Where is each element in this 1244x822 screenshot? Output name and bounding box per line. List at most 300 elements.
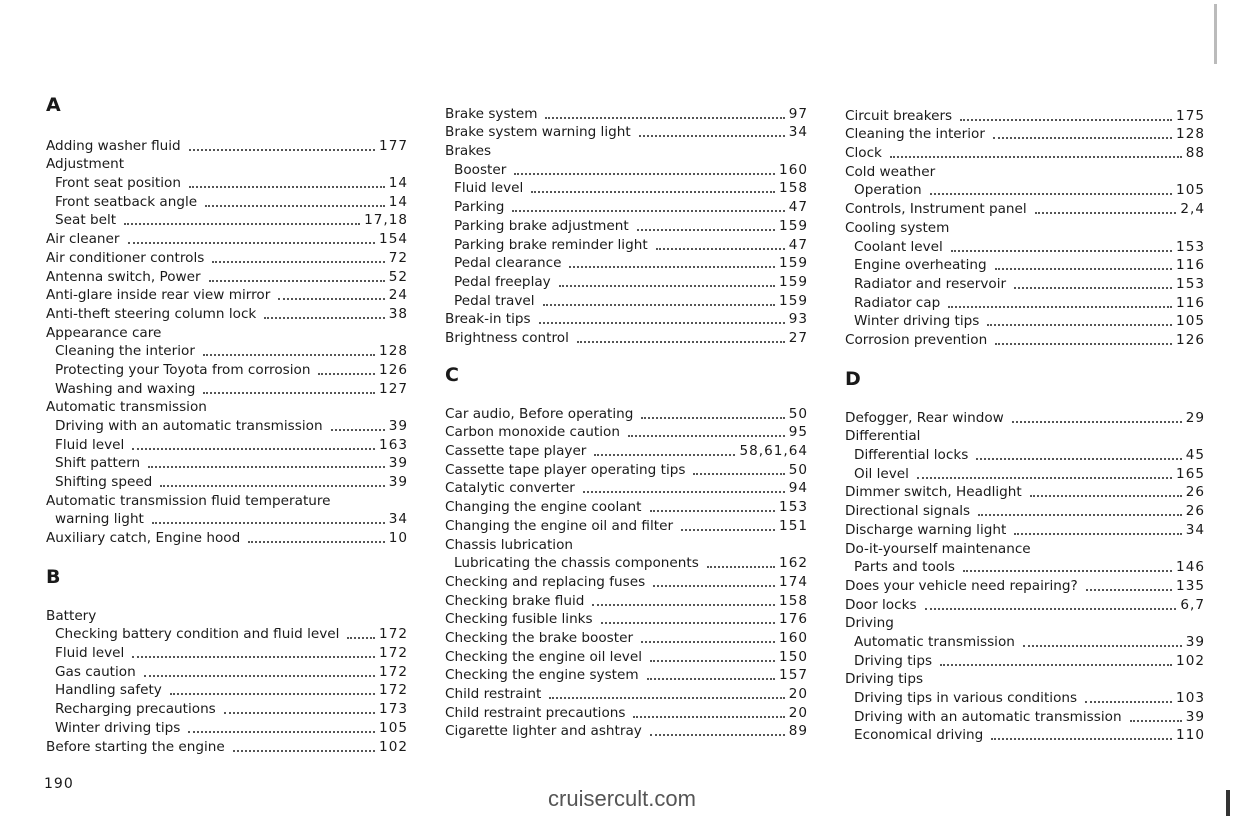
- index-entry-label: Automatic transmission: [854, 633, 1015, 650]
- index-entry-page: 50: [788, 405, 808, 422]
- index-entry-label: Adding washer fluid: [46, 137, 181, 154]
- index-entry-label: Driving with an automatic transmission: [854, 708, 1122, 725]
- dot-leader: [205, 204, 385, 207]
- index-entry-label: Shift pattern: [55, 455, 141, 472]
- index-entry-label: Cold weather: [845, 163, 936, 180]
- dot-leader: [650, 509, 776, 512]
- index-entry-label: Corrosion prevention: [845, 331, 988, 348]
- index-entry-label: Handling safety: [55, 682, 162, 699]
- index-entry-page: 26: [1185, 503, 1205, 520]
- index-entry-page: 93: [788, 311, 808, 328]
- index-entry: [845, 483, 1205, 502]
- index-entry-label: Radiator cap: [854, 294, 941, 311]
- index-entry-page: 159: [779, 273, 808, 290]
- index-entry-page: 174: [779, 573, 808, 590]
- dot-leader: [224, 711, 375, 714]
- index-entry-label: Chassis lubrication: [445, 536, 574, 553]
- index-entry-page: 52: [388, 268, 408, 285]
- index-entry-label: Protecting your Toyota from corrosion: [55, 361, 311, 378]
- index-entry: [46, 211, 408, 230]
- index-entry-page: 126: [379, 361, 408, 378]
- index-entry-label: Parking: [454, 199, 505, 216]
- index-entry-page: 102: [379, 738, 408, 755]
- index-entry-label: Cassette tape player: [445, 443, 587, 460]
- index-entry: [845, 595, 1205, 614]
- index-entry-page: 34: [388, 511, 408, 528]
- index-entry-page: 172: [379, 626, 408, 643]
- index-entry: [845, 408, 1205, 427]
- index-entry: [445, 254, 808, 273]
- index-entry-label: Cassette tape player operating tips: [445, 461, 686, 478]
- watermark-text: cruisercult.com: [548, 786, 696, 811]
- dot-leader: [639, 134, 785, 137]
- index-entry-label: Winter driving tips: [55, 719, 181, 736]
- index-entry-label: Checking brake fluid: [445, 592, 585, 609]
- dot-leader: [993, 136, 1172, 139]
- index-entry: [845, 520, 1205, 539]
- dot-leader: [144, 674, 375, 677]
- index-entry-page: 39: [388, 455, 408, 472]
- scan-edge-mark: [1214, 4, 1217, 64]
- dot-leader: [577, 340, 785, 343]
- index-entry-label: Checking the engine oil level: [445, 648, 642, 665]
- dot-leader: [209, 279, 385, 282]
- index-entry-page: 154: [379, 231, 408, 248]
- index-entry-label: Changing the engine oil and filter: [445, 517, 674, 534]
- index-entry-label: Recharging precautions: [55, 701, 216, 718]
- index-entry-page: 6,7: [1180, 596, 1205, 613]
- dot-leader: [128, 241, 376, 244]
- index-entry: [445, 216, 808, 235]
- index-entry-label: Door locks: [845, 596, 917, 613]
- index-entry-page: 20: [788, 704, 808, 721]
- index-entry-label: Fluid level: [55, 645, 125, 662]
- index-entry: [46, 286, 408, 305]
- dot-leader: [653, 584, 775, 587]
- index-entry: [445, 197, 808, 216]
- dot-leader: [170, 692, 375, 695]
- dot-leader: [1035, 211, 1177, 214]
- dot-leader: [148, 465, 385, 468]
- dot-leader: [264, 316, 384, 319]
- index-entry-page: 24: [388, 287, 408, 304]
- index-entry-page: 14: [388, 193, 408, 210]
- dot-leader: [545, 116, 784, 119]
- dot-leader: [549, 696, 784, 699]
- index-entry-page: 163: [379, 436, 408, 453]
- index-entry-page: 158: [779, 180, 808, 197]
- dot-leader: [347, 636, 375, 639]
- index-entry: [46, 398, 408, 417]
- index-entry-label: Anti-glare inside rear view mirror: [46, 287, 271, 304]
- dot-leader: [569, 265, 775, 268]
- index-entry: [445, 591, 808, 610]
- index-entry: [445, 160, 808, 179]
- index-entry: [46, 360, 408, 379]
- index-entry-page: 27: [788, 329, 808, 346]
- index-entry-page: 50: [788, 461, 808, 478]
- index-entry: [845, 330, 1205, 349]
- index-entry-label: Front seat position: [55, 175, 181, 192]
- index-entry: [845, 427, 1205, 446]
- dot-leader: [559, 284, 775, 287]
- index-entry: [445, 628, 808, 647]
- dot-leader: [203, 353, 375, 356]
- scan-edge-mark: [1226, 790, 1230, 816]
- dot-leader: [650, 733, 785, 736]
- index-entry-page: 165: [1176, 465, 1205, 482]
- dot-leader: [960, 118, 1172, 121]
- index-entry-page: 153: [779, 499, 808, 516]
- index-entry-label: Clock: [845, 145, 882, 162]
- dot-leader: [951, 249, 1172, 252]
- dot-leader: [1130, 719, 1182, 722]
- index-entry-page: 72: [388, 249, 408, 266]
- index-entry-page: 39: [388, 418, 408, 434]
- index-entry-page: 175: [1176, 107, 1205, 124]
- dot-leader: [594, 453, 735, 456]
- dot-leader: [1014, 286, 1172, 289]
- dot-leader: [278, 297, 384, 300]
- index-entry-label: Radiator and reservoir: [854, 275, 1007, 292]
- index-entry-page: 176: [779, 611, 808, 628]
- index-entry: [46, 136, 408, 155]
- index-entry-page: 173: [379, 701, 408, 718]
- dot-leader: [693, 472, 784, 475]
- dot-leader: [514, 172, 775, 175]
- dot-leader: [1012, 420, 1182, 423]
- index-entry-page: 153: [1176, 238, 1205, 255]
- dot-leader: [637, 228, 775, 231]
- index-entry: [445, 179, 808, 198]
- index-entry: [46, 510, 408, 529]
- index-entry-label: Pedal clearance: [454, 255, 562, 272]
- index-entry: [845, 125, 1205, 144]
- index-entry: [445, 235, 808, 254]
- index-entry: [46, 606, 408, 625]
- index-entry-label: Cigarette lighter and ashtray: [445, 723, 642, 740]
- dot-leader: [707, 565, 775, 568]
- section-letter-d: D: [845, 368, 862, 390]
- index-entry: [845, 162, 1205, 181]
- index-entry-label: Driving tips in various conditions: [854, 690, 1078, 706]
- dot-leader: [331, 428, 385, 431]
- index-entry: [46, 699, 408, 718]
- index-entry-page: 126: [1176, 331, 1205, 348]
- dot-leader: [641, 416, 784, 419]
- index-entry: [445, 666, 808, 685]
- index-entry-label: Before starting the engine: [46, 738, 225, 755]
- index-entry-page: 34: [788, 124, 808, 141]
- index-entry-page: 17,18: [364, 212, 408, 229]
- index-entry-page: 116: [1176, 257, 1205, 274]
- index-entry-page: 88: [1185, 145, 1205, 162]
- index-entry-label: Do-it-yourself maintenance: [845, 540, 1031, 557]
- index-entry-page: 151: [779, 517, 808, 534]
- index-entry-page: 162: [779, 555, 808, 572]
- index-entry-page: 2,4: [1180, 201, 1205, 218]
- dot-leader: [978, 513, 1182, 516]
- dot-leader: [995, 267, 1172, 270]
- index-entry-label: Parts and tools: [854, 559, 955, 576]
- index-entry: [845, 312, 1205, 331]
- dot-leader: [233, 749, 375, 752]
- index-entry-label: Does your vehicle need repairing?: [845, 577, 1078, 594]
- index-entry: [445, 291, 808, 310]
- index-entry-page: 94: [788, 480, 808, 497]
- section-a-entries: [46, 136, 408, 547]
- index-entry-page: 135: [1176, 577, 1205, 594]
- section-b-continued-entries: [445, 104, 808, 347]
- index-entry: [445, 703, 808, 722]
- index-entry-page: 58,61,64: [739, 443, 808, 460]
- section-letter-a: A: [46, 94, 62, 116]
- dot-leader: [628, 434, 785, 437]
- index-entry-label: Child restraint: [445, 686, 542, 702]
- dot-leader: [318, 372, 375, 375]
- dot-leader: [601, 621, 775, 624]
- index-entry: [445, 441, 808, 460]
- index-entry: [845, 670, 1205, 689]
- index-entry-page: 160: [779, 629, 808, 646]
- index-entry: [445, 722, 808, 741]
- index-entry-page: 47: [788, 199, 808, 216]
- index-entry: [845, 688, 1205, 707]
- index-entry-page: 146: [1176, 559, 1205, 576]
- index-entry: [46, 267, 408, 286]
- index-entry-page: 150: [779, 648, 808, 665]
- index-entry: [845, 218, 1205, 237]
- index-entry: [445, 684, 808, 703]
- index-entry: [46, 625, 408, 644]
- index-entry-page: 110: [1176, 727, 1205, 744]
- index-entry-page: 95: [788, 424, 808, 441]
- index-entry-label: Gas caution: [55, 663, 136, 680]
- index-entry-page: 172: [379, 645, 408, 662]
- index-entry: [845, 501, 1205, 520]
- index-entry-page: 39: [1185, 633, 1205, 650]
- index-entry: [46, 454, 408, 473]
- index-entry-page: 26: [1185, 484, 1205, 501]
- dot-leader: [963, 569, 1172, 572]
- index-entry-label: Driving tips: [845, 671, 924, 688]
- index-entry-label: Shifting speed: [55, 474, 153, 491]
- index-entry-label: Parking brake adjustment: [454, 217, 629, 234]
- index-entry-label: Directional signals: [845, 503, 971, 520]
- dot-leader: [681, 528, 775, 531]
- index-entry-page: 128: [379, 343, 408, 360]
- index-entry-label: Winter driving tips: [854, 313, 980, 330]
- index-entry-label: Pedal freeplay: [454, 273, 551, 290]
- index-entry: [445, 141, 808, 160]
- index-entry: [845, 558, 1205, 577]
- index-entry: [46, 472, 408, 491]
- dot-leader: [995, 342, 1172, 345]
- dot-leader: [583, 490, 785, 493]
- index-entry: [845, 181, 1205, 200]
- index-entry-label: Carbon monoxide caution: [445, 424, 620, 441]
- index-entry: [46, 737, 408, 756]
- index-entry: [845, 707, 1205, 726]
- dot-leader: [531, 190, 775, 193]
- index-entry-label: Defogger, Rear window: [845, 409, 1004, 426]
- index-entry: [46, 342, 408, 361]
- index-entry-label: Driving tips: [854, 652, 933, 669]
- index-entry-page: 20: [788, 686, 808, 702]
- index-entry-page: 128: [1176, 126, 1205, 143]
- index-entry-label: Checking fusible links: [445, 611, 593, 628]
- index-entry: [845, 143, 1205, 162]
- index-entry-page: 158: [779, 592, 808, 609]
- index-entry-label: Differential: [845, 428, 921, 445]
- index-entry: [46, 491, 408, 510]
- index-entry-page: 153: [1176, 275, 1205, 292]
- index-entry-page: 97: [788, 105, 808, 122]
- index-entry-label: Car audio, Before operating: [445, 405, 634, 422]
- index-entry-label: Differential locks: [854, 447, 969, 464]
- index-entry: [46, 379, 408, 398]
- index-entry: [46, 248, 408, 267]
- index-entry-label: Automatic transmission: [46, 399, 207, 416]
- index-entry: [46, 643, 408, 662]
- index-entry-label: Parking brake reminder light: [454, 236, 648, 253]
- index-entry-page: 10: [388, 530, 408, 547]
- index-entry: [46, 155, 408, 174]
- index-entry: [845, 237, 1205, 256]
- index-entry: [445, 460, 808, 479]
- index-entry: [445, 516, 808, 535]
- index-entry: [46, 662, 408, 681]
- index-entry-page: 38: [388, 305, 408, 322]
- index-entry: [46, 173, 408, 192]
- index-entry: [845, 539, 1205, 558]
- dot-leader: [656, 247, 785, 250]
- dot-leader: [948, 305, 1172, 308]
- index-entry: [445, 647, 808, 666]
- index-entry-page: 14: [388, 175, 408, 192]
- index-entry-label: Checking the engine system: [445, 667, 639, 684]
- index-entry-page: 172: [379, 682, 408, 699]
- index-entry-label: Child restraint precautions: [445, 704, 626, 721]
- index-entry-label: Cooling system: [845, 219, 950, 236]
- index-entry: [46, 528, 408, 547]
- index-entry-page: 45: [1185, 447, 1205, 464]
- index-entry: [46, 229, 408, 248]
- section-d-entries: [845, 408, 1205, 744]
- index-entry: [46, 718, 408, 737]
- dot-leader: [890, 155, 1182, 158]
- index-entry-page: 89: [788, 723, 808, 740]
- dot-leader: [152, 521, 385, 524]
- dot-leader: [592, 603, 775, 606]
- index-entry: [845, 632, 1205, 651]
- index-entry: [445, 404, 808, 423]
- index-entry-label: Auxiliary catch, Engine hood: [46, 530, 241, 547]
- index-entry: [445, 272, 808, 291]
- index-entry-label: Front seatback angle: [55, 193, 198, 210]
- index-entry-label: Adjustment: [46, 156, 125, 173]
- index-entry-label: warning light: [55, 511, 144, 528]
- dot-leader: [1023, 644, 1182, 647]
- index-entry-label: Brakes: [445, 143, 492, 160]
- index-entry: [445, 479, 808, 498]
- dot-leader: [203, 391, 375, 394]
- index-entry-label: Economical driving: [854, 727, 984, 744]
- index-entry-page: 105: [1176, 182, 1205, 199]
- index-entry-page: 116: [1176, 294, 1205, 311]
- index-entry-label: Booster: [454, 161, 507, 178]
- index-entry-label: Catalytic converter: [445, 480, 575, 497]
- index-entry: [845, 464, 1205, 483]
- index-entry-page: 159: [779, 255, 808, 272]
- dot-leader: [1086, 588, 1172, 591]
- index-entry-label: Fluid level: [55, 436, 125, 453]
- dot-leader: [917, 476, 1172, 479]
- dot-leader: [188, 730, 375, 733]
- dot-leader: [160, 484, 384, 487]
- index-entry: [445, 610, 808, 629]
- index-entry-label: Break-in tips: [445, 311, 531, 328]
- index-entry-label: Air cleaner: [46, 231, 120, 248]
- section-c-continued-entries: [845, 106, 1205, 349]
- index-entry-page: 127: [379, 380, 408, 397]
- index-entry-page: 39: [1185, 708, 1205, 725]
- section-c-entries: [445, 404, 808, 740]
- index-entry: [445, 535, 808, 554]
- dot-leader: [132, 655, 375, 658]
- index-entry: [845, 445, 1205, 464]
- index-entry-label: Driving: [845, 615, 894, 632]
- index-entry: [845, 651, 1205, 670]
- dot-leader: [1085, 700, 1172, 703]
- index-entry: [445, 328, 808, 347]
- dot-leader: [930, 192, 1172, 195]
- dot-leader: [940, 663, 1172, 666]
- index-entry: [46, 435, 408, 454]
- index-entry-label: Pedal travel: [454, 292, 535, 309]
- index-entry: [845, 614, 1205, 633]
- index-entry-page: 102: [1176, 652, 1205, 669]
- index-entry-label: Brightness control: [445, 329, 569, 346]
- page-number: 190: [44, 776, 74, 792]
- index-entry-label: Antenna switch, Power: [46, 268, 201, 285]
- dot-leader: [124, 222, 360, 225]
- index-entry: [845, 256, 1205, 275]
- index-entry-page: 34: [1185, 521, 1205, 538]
- index-entry-label: Fluid level: [454, 180, 524, 197]
- index-entry-label: Checking battery condition and fluid level: [55, 626, 340, 643]
- index-entry: [445, 310, 808, 329]
- dot-leader: [641, 640, 775, 643]
- index-entry: [845, 726, 1205, 745]
- index-entry-label: Washing and waxing: [55, 380, 196, 397]
- index-entry-label: Brake system: [445, 105, 538, 122]
- index-entry-label: Cleaning the interior: [55, 343, 195, 360]
- index-entry-label: Operation: [854, 182, 922, 199]
- index-entry-label: Dimmer switch, Headlight: [845, 484, 1022, 501]
- index-entry-page: 105: [379, 719, 408, 736]
- index-entry-label: Appearance care: [46, 324, 162, 341]
- index-entry-page: 29: [1185, 409, 1205, 426]
- index-entry-label: Changing the engine coolant: [445, 499, 642, 516]
- section-letter-c: C: [445, 364, 460, 386]
- dot-leader: [633, 715, 784, 718]
- index-entry-label: Engine overheating: [854, 257, 987, 274]
- index-entry-label: Discharge warning light: [845, 521, 1007, 538]
- index-entry-page: 172: [379, 663, 408, 680]
- index-entry-label: Driving with an automatic transmission: [55, 418, 323, 434]
- index-entry: [46, 304, 408, 323]
